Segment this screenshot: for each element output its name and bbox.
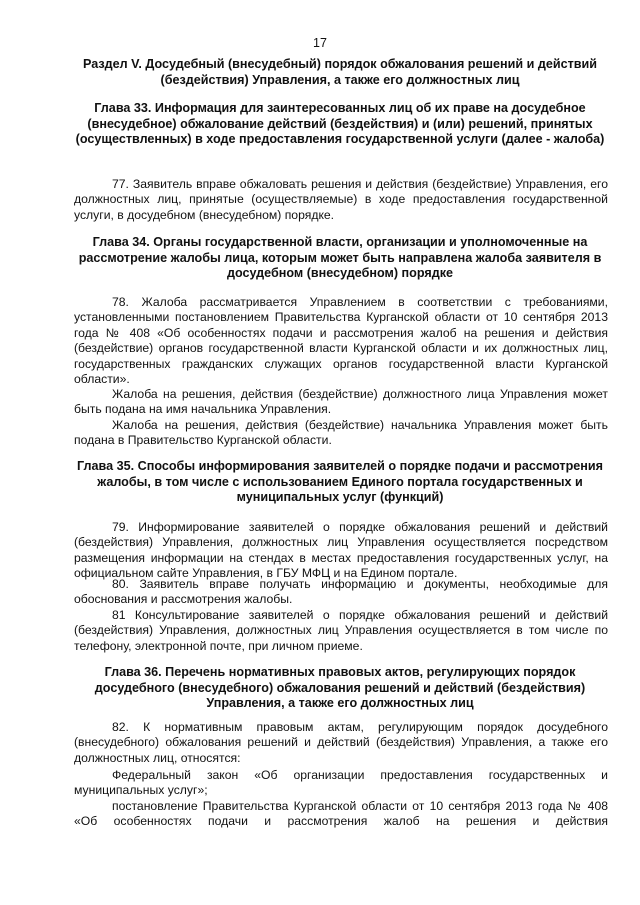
paragraph-82-regional-resolution: постановление Правительства Курганской области от 10 сентября 2013 года № 408 «Об особенностях подачи и рассмотрения жалоб на решения и действия (74, 799, 608, 829)
chapter-36-title: Глава 36. Перечень нормативных правовых актов, регулирующих порядок досудебного (внесудебного) обжалования решений и действий (бездействия) Управления, а также его должностных лиц (94, 665, 586, 710)
page-number: 17 (313, 36, 327, 50)
chapter-33-title: Глава 33. Информация для заинтересованных лиц об их праве на досудебное (внесудебное) обжалование действий (бездействия) и (или) решений, принятых (осуществленных) в ходе предоставления государственной услуги (далее - жалоба) (75, 101, 605, 146)
paragraph-82: 82. К нормативным правовым актам, регулирующим порядок досудебного (внесудебного) обжалования решений и действий (бездействия) Управления, а также его должностных лиц, относятся: (74, 720, 608, 765)
paragraph-80: 80. Заявитель вправе получать информацию и документы, необходимые для обоснования и рассмотрения жалобы. (74, 577, 608, 607)
chapter-35-title: Глава 35. Способы информирования заявителей о порядке подачи и рассмотрения жалобы, в том числе с использованием Единого портала государственных и муниципальных услуг (функций) (77, 459, 603, 504)
paragraph-79: 79. Информирование заявителей о порядке обжалования решений и действий (бездействия) Управления, должностных лиц Управления осуществляется посредством размещения информации на стендах в местах предоставления государственных услуг, на официальном сайте Управления, в ГБУ МФЦ и на Едином портале. (74, 520, 608, 581)
paragraph-81: 81 Консультирование заявителей о порядке обжалования решений и действий (бездействия) Управления, должностных лиц Управления осуществляется в том числе по телефону, электронной почте, при личном приеме. (74, 608, 608, 653)
chapter-34-title: Глава 34. Органы государственной власти, организации и уполномоченные на рассмотрение жалобы лица, которым может быть направлена жалоба заявителя в досудебном (внесудебном) порядке (78, 235, 602, 280)
paragraph-78: 78. Жалоба рассматривается Управлением в соответствии с требованиями, установленными постановлением Правительства Курганской области от 10 сентября 2013 года № 408 «Об особенностях подачи и рассмотрения жалоб на решения и действия (бездействие) органов государственной власти Курганской области и их должностных лиц, государственных гражданских служащих органов государственной власти Курганской области». (74, 295, 608, 387)
paragraph-78-complaint-to-government: Жалоба на решения, действия (бездействие) начальника Управления может быть подана в Правительство Курганской области. (74, 418, 608, 448)
section-title: Раздел V. Досудебный (внесудебный) порядок обжалования решений и действий (бездействия) Управления, а также его должностных лиц (83, 57, 597, 87)
paragraph-82-federal-law: Федеральный закон «Об организации предоставления государственных и муниципальных услуг»; (74, 768, 608, 798)
paragraph-78-complaint-to-head: Жалоба на решения, действия (бездействие) должностного лица Управления может быть подана на имя начальника Управления. (74, 387, 608, 417)
paragraph-77: 77. Заявитель вправе обжаловать решения и действия (бездействие) Управления, его должностных лиц, принятые (осуществляемые) в ходе предоставления государственной услуги, в досудебном (внесудебном) порядке. (74, 177, 608, 222)
